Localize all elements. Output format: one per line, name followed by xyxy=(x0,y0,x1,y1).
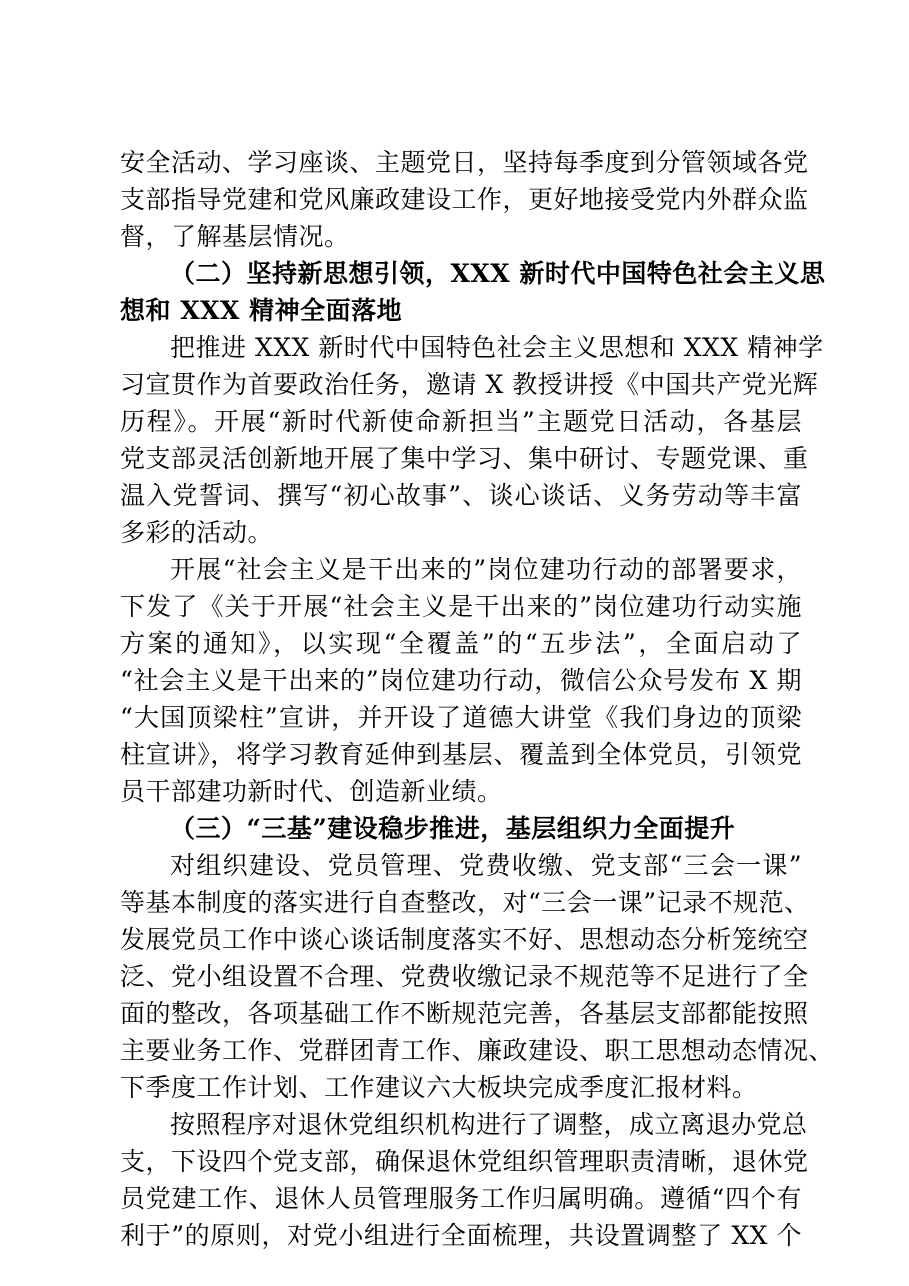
text-line: 历程》。开展“新时代新使命新担当”主题党日活动，各基层 xyxy=(120,407,802,436)
heading-line: 想和 XXX 精神全面落地 xyxy=(120,296,403,325)
body-paragraph xyxy=(120,847,835,1106)
body-paragraph xyxy=(120,1106,809,1254)
text-line: 把推进 XXX 新时代中国特色社会主义思想和 XXX 精神学 xyxy=(170,333,824,362)
text-line: 支，下设四个党支部，确保退休党组织管理职责清晰，退休党 xyxy=(120,1147,809,1176)
heading-line: （二）坚持新思想引领，XXX 新时代中国特色社会主义思 xyxy=(170,259,826,288)
text-line: 安全活动、学习座谈、主题党日，坚持每季度到分管领域各党 xyxy=(120,148,809,177)
document-page xyxy=(120,144,835,1254)
text-line: 习宣贯作为首要政治任务，邀请 X 教授讲授《中国共产党光辉 xyxy=(120,370,819,399)
text-line: 督，了解基层情况。 xyxy=(120,222,350,251)
text-line: 下季度工作计划、工作建议六大板块完成季度汇报材料。 xyxy=(120,1073,758,1102)
section-heading xyxy=(120,810,802,847)
text-line: “大国顶梁柱”宣讲，并开设了道德大讲堂《我们身边的顶梁 xyxy=(120,703,802,732)
text-line: 方案的通知》，以实现“全覆盖”的“五步法”，全面启动了 xyxy=(120,629,802,658)
section-heading xyxy=(120,255,826,329)
body-paragraph xyxy=(120,144,809,255)
text-line: 多彩的活动。 xyxy=(120,518,274,547)
text-line: 支部指导党建和党风廉政建设工作，更好地接受党内外群众监 xyxy=(120,185,809,214)
text-line: 主要业务工作、党群团青工作、廉政建设、职工思想动态情况、 xyxy=(120,1036,835,1065)
text-line: 柱宣讲》，将学习教育延伸到基层、覆盖到全体党员，引领党 xyxy=(120,740,802,769)
text-line: 党支部灵活创新地开展了集中学习、集中研讨、专题党课、重 xyxy=(120,444,809,473)
text-line: “社会主义是干出来的”岗位建功行动，微信公众号发布 X 期 xyxy=(120,666,802,695)
text-line: 泛、党小组设置不合理、党费收缴记录不规范等不足进行了全 xyxy=(120,962,809,991)
text-line: 发展党员工作中谈心谈话制度落实不好、思想动态分析笼统空 xyxy=(120,925,809,954)
text-line: 员党建工作、退休人员管理服务工作归属明确。遵循“四个有 xyxy=(120,1184,802,1213)
text-line: 按照程序对退休党组织机构进行了调整，成立离退办党总 xyxy=(170,1110,808,1139)
body-paragraph xyxy=(120,551,802,810)
text-line: 员干部建功新时代、创造新业绩。 xyxy=(120,777,503,806)
text-line: 下发了《关于开展“社会主义是干出来的”岗位建功行动实施 xyxy=(120,592,802,621)
text-line: 面的整改，各项基础工作不断规范完善，各基层支部都能按照 xyxy=(120,999,809,1028)
heading-line: （三）“三基”建设稳步推进，基层组织力全面提升 xyxy=(170,814,736,843)
text-line: 温入党誓词、撰写“初心故事”、谈心谈话、义务劳动等丰富 xyxy=(120,481,802,510)
text-line: 利于”的原则，对党小组进行全面梳理，共设置调整了 XX 个 xyxy=(120,1221,802,1250)
body-paragraph xyxy=(120,329,824,551)
text-line: 开展“社会主义是干出来的”岗位建功行动的部署要求， xyxy=(170,555,802,584)
text-line: 等基本制度的落实进行自查整改，对“三会一课”记录不规范、 xyxy=(120,888,810,917)
text-line: 对组织建设、党员管理、党费收缴、党支部“三会一课” xyxy=(170,851,802,880)
